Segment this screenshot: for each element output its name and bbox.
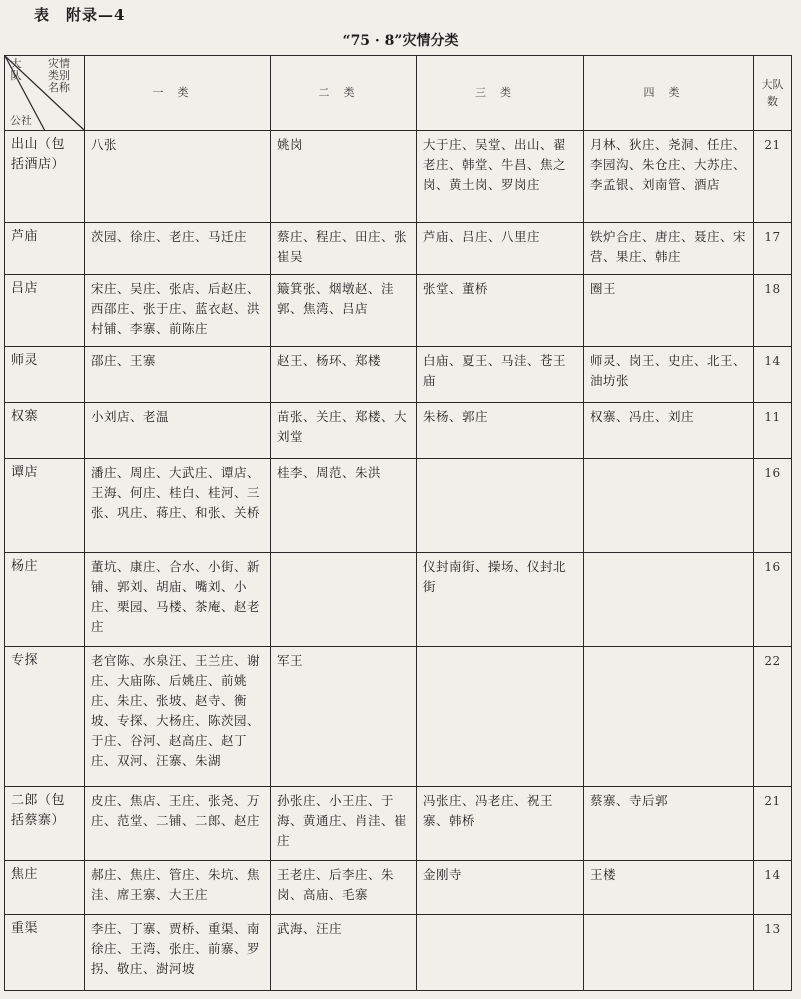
class-1-cell: 小刘店、老温 [85, 403, 271, 459]
brigade-count-cell: 21 [754, 131, 792, 223]
table-row [5, 347, 792, 403]
class-2-cell [271, 553, 417, 647]
corner-brigade-label: 大队 [10, 57, 22, 82]
table-row [5, 275, 792, 347]
class-4-cell [584, 553, 754, 647]
class-3-cell: 大于庄、吴堂、出山、翟老庄、韩堂、牛昌、焦之岗、黄土岗、罗岗庄 [417, 131, 584, 223]
class-3-cell: 仪封南街、操场、仪封北街 [417, 553, 584, 647]
corner-header-cell [5, 56, 85, 131]
commune-cell: 出山（包括酒店） [5, 131, 85, 223]
class-2-cell: 蔡庄、程庄、田庄、张崔吴 [271, 223, 417, 275]
brigade-count-cell: 16 [754, 459, 792, 553]
appendix-label: 表 附录—4 [34, 6, 126, 24]
class-1-cell: 李庄、丁寨、贾桥、重渠、南徐庄、王湾、张庄、前寨、罗拐、敬庄、澍河坡 [85, 915, 271, 991]
table-row [5, 403, 792, 459]
class-2-cell: 武海、汪庄 [271, 915, 417, 991]
table-row [5, 459, 792, 553]
column-header-class-3: 三类 [417, 56, 584, 131]
corner-commune-label: 公社 [10, 114, 32, 127]
table-row [5, 553, 792, 647]
class-4-cell: 月林、狄庄、尧洞、任庄、李园沟、朱仓庄、大苏庄、李孟银、刘南管、酒店 [584, 131, 754, 223]
class-3-cell: 朱杨、郭庄 [417, 403, 584, 459]
disaster-classification-table [4, 55, 792, 991]
class-4-cell [584, 459, 754, 553]
commune-cell: 杨庄 [5, 553, 85, 647]
commune-cell: 焦庄 [5, 861, 85, 915]
table-row [5, 861, 792, 915]
brigade-count-cell: 13 [754, 915, 792, 991]
class-4-cell: 王楼 [584, 861, 754, 915]
class-1-cell: 宋庄、吴庄、张店、后赵庄、西邵庄、张于庄、蓝衣赵、洪村铺、李寨、前陈庄 [85, 275, 271, 347]
column-header-class-4: 四类 [584, 56, 754, 131]
class-2-cell: 苗张、关庄、郑楼、大刘堂 [271, 403, 417, 459]
column-header-brigade-count: 大队数 [754, 56, 792, 131]
brigade-count-cell: 21 [754, 787, 792, 861]
table-row [5, 131, 792, 223]
class-4-cell [584, 647, 754, 787]
commune-cell: 重渠 [5, 915, 85, 991]
class-1-cell: 邵庄、王寨 [85, 347, 271, 403]
table-row [5, 647, 792, 787]
class-3-cell [417, 647, 584, 787]
commune-cell: 权寨 [5, 403, 85, 459]
class-2-cell: 军王 [271, 647, 417, 787]
class-3-cell [417, 915, 584, 991]
class-4-cell: 铁炉合庄、唐庄、聂庄、宋营、果庄、韩庄 [584, 223, 754, 275]
brigade-count-cell: 16 [754, 553, 792, 647]
class-3-cell: 芦庙、吕庄、八里庄 [417, 223, 584, 275]
brigade-count-cell: 14 [754, 347, 792, 403]
table-row [5, 787, 792, 861]
class-2-cell: 孙张庄、小王庄、于海、黄通庄、肖洼、崔庄 [271, 787, 417, 861]
class-3-cell: 白庙、夏王、马洼、苍王庙 [417, 347, 584, 403]
commune-cell: 专探 [5, 647, 85, 787]
class-1-cell: 皮庄、焦店、王庄、张尧、万庄、范堂、二铺、二郎、赵庄 [85, 787, 271, 861]
table-header-row [5, 56, 792, 131]
column-header-class-2: 二类 [271, 56, 417, 131]
class-1-cell: 八张 [85, 131, 271, 223]
class-2-cell: 王老庄、后李庄、朱岗、高庙、毛寨 [271, 861, 417, 915]
class-1-cell: 潘庄、周庄、大武庄、谭店、王海、何庄、桂白、桂河、三张、巩庄、蒋庄、和张、关桥 [85, 459, 271, 553]
class-1-cell: 茨园、徐庄、老庄、马迁庄 [85, 223, 271, 275]
class-1-cell: 郝庄、焦庄、管庄、朱坑、焦洼、席王寨、大王庄 [85, 861, 271, 915]
brigade-count-cell: 22 [754, 647, 792, 787]
class-1-cell: 老官陈、水泉汪、王兰庄、谢庄、大庙陈、后姚庄、前姚庄、朱庄、张坡、赵寺、衡坡、专探、大杨庄、陈茨园、于庄、谷河、赵高庄、赵丁庄、双河、汪寨、朱湖 [85, 647, 271, 787]
class-3-cell: 金刚寺 [417, 861, 584, 915]
class-4-cell: 圈王 [584, 275, 754, 347]
class-3-cell: 张堂、董桥 [417, 275, 584, 347]
brigade-count-cell: 18 [754, 275, 792, 347]
class-4-cell: 蔡寨、寺后郭 [584, 787, 754, 861]
class-2-cell: 簸箕张、烟墩赵、洼郭、焦湾、吕店 [271, 275, 417, 347]
class-4-cell: 权寨、冯庄、刘庄 [584, 403, 754, 459]
class-2-cell: 姚岗 [271, 131, 417, 223]
table-row [5, 915, 792, 991]
corner-category-label: 灾情类别名称 [48, 57, 70, 94]
brigade-count-cell: 14 [754, 861, 792, 915]
brigade-count-cell: 17 [754, 223, 792, 275]
class-2-cell: 赵王、杨环、郑楼 [271, 347, 417, 403]
class-2-cell: 桂李、周范、朱洪 [271, 459, 417, 553]
brigade-count-cell: 11 [754, 403, 792, 459]
table-row [5, 223, 792, 275]
commune-cell: 芦庙 [5, 223, 85, 275]
table-title: “75 · 8”灾情分类 [342, 33, 459, 49]
class-4-cell [584, 915, 754, 991]
class-4-cell: 师灵、岗王、史庄、北王、油坊张 [584, 347, 754, 403]
commune-cell: 吕店 [5, 275, 85, 347]
commune-cell: 师灵 [5, 347, 85, 403]
commune-cell: 谭店 [5, 459, 85, 553]
class-1-cell: 董坑、康庄、合水、小街、新铺、郭刘、胡庙、嘴刘、小庄、栗园、马楼、茶庵、赵老庄 [85, 553, 271, 647]
class-3-cell: 冯张庄、冯老庄、祝王寨、韩桥 [417, 787, 584, 861]
class-3-cell [417, 459, 584, 553]
column-header-class-1: 一类 [85, 56, 271, 131]
commune-cell: 二郎（包括蔡寨） [5, 787, 85, 861]
